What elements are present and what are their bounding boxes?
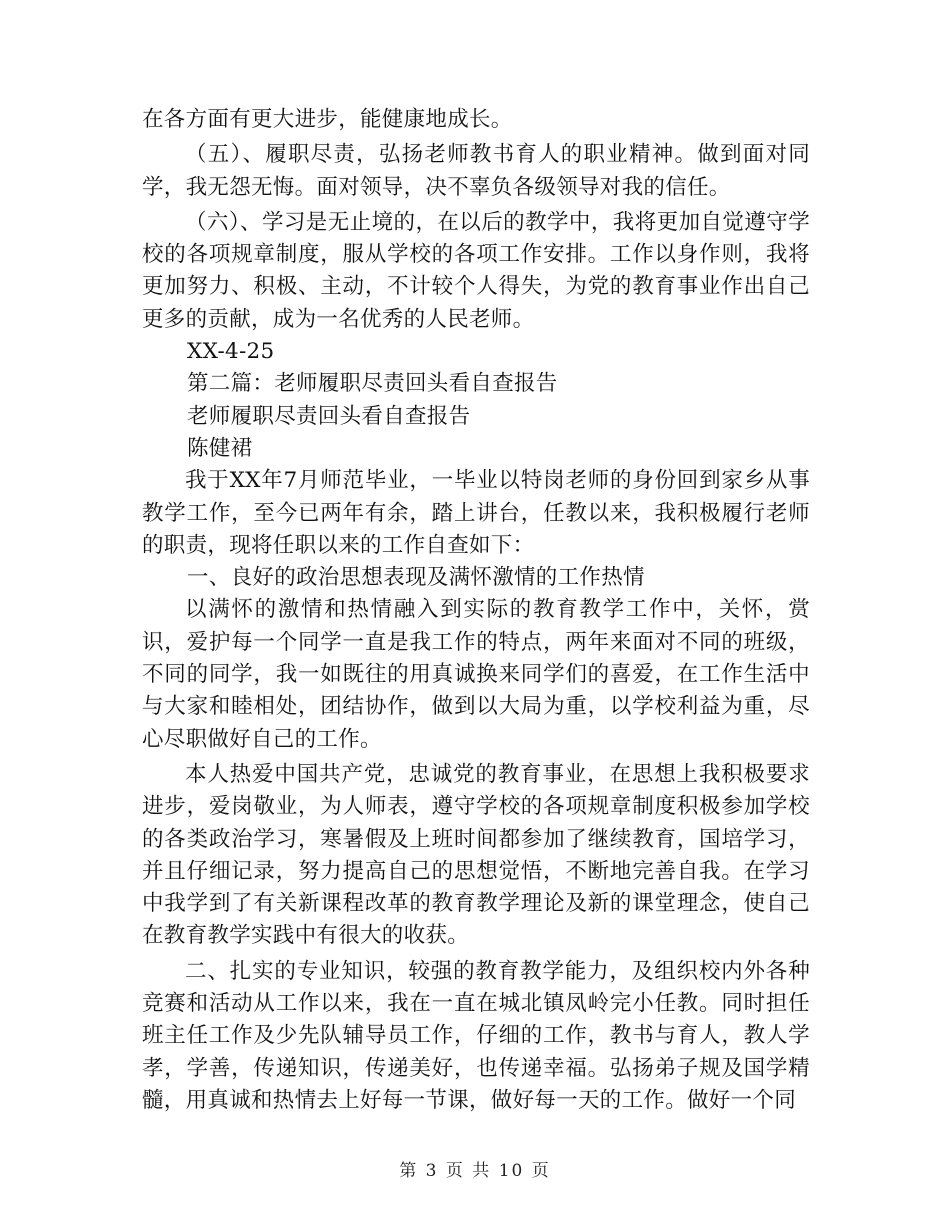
document-body [142, 104, 810, 1117]
subheading-one: 一、良好的政治思想表现及满怀激情的工作热情 [187, 565, 645, 591]
paragraph-item-five: （五）、履职尽责，弘扬老师教书育人的职业精神。做到面对同学，我无怨无悔。面对领导，决不辜负各级领导对我的信任。 [142, 142, 810, 200]
section-heading: 第二篇：老师履职尽责回头看自查报告 [187, 371, 558, 397]
paragraph-political: 本人热爱中国共产党，忠诚党的教育事业，在思想上我积极要求进步，爱岗敬业，为人师表，遵守学校的各项规章制度积极参加学校的各类政治学习，寒暑假及上班时间都参加了继续教育，国培学习，并且仔细记录，努力提高自己的思想觉悟，不断地完善自我。在学习中我学到了有关新课程改革的教育教学理论及新的课堂理念，使自己在教育教学实践中有很大的收获。 [142, 761, 810, 949]
paragraph-item-six: （六）、学习是无止境的，在以后的教学中，我将更加自觉遵守学校的各项规章制度，服从学校的各项工作安排。工作以身作则，我将更加努力、积极、主动，不计较个人得失，为党的教育事业作出自己更多的贡献，成为一名优秀的人民老师。 [142, 209, 810, 332]
paragraph-continuation: 在各方面有更大进步，能健康地成长。 [142, 107, 513, 132]
author-name: 陈健裙 [187, 435, 253, 461]
page-number-footer: 第 3 页 共 10 页 [399, 1161, 551, 1181]
date-line: XX-4-25 [187, 339, 275, 365]
paragraph-intro: 我于XX年7月师范毕业，一毕业以特岗老师的身份回到家乡从事教学工作，至今已两年有余，踏上讲台，任教以来，我积极履行老师的职责，现将任职以来的工作自查如下： [142, 468, 810, 558]
paragraph-enthusiasm: 以满怀的激情和热情融入到实际的教育教学工作中，关怀，赏识，爱护每一个同学一直是我工作的特点，两年来面对不同的班级，不同的同学，我一如既往的用真诚换来同学们的喜爱，在工作生活中与大家和睦相处，团结协作，做到以大局为重，以学校利益为重，尽心尽职做好自己的工作。 [142, 597, 810, 752]
report-title: 老师履职尽责回头看自查报告 [187, 403, 471, 429]
paragraph-professional: 二、扎实的专业知识，较强的教育教学能力，及组织校内外各种竞赛和活动从工作以来，我在一直在城北镇凤岭完小任教。同时担任班主任工作及少先队辅导员工作，仔细的工作，教书与育人，教人学孝，学善，传递知识，传递美好，也传递幸福。弘扬弟子规及国学精髓，用真诚和热情去上好每一节课，做好每一天的工作。做好一个同 [142, 958, 810, 1113]
